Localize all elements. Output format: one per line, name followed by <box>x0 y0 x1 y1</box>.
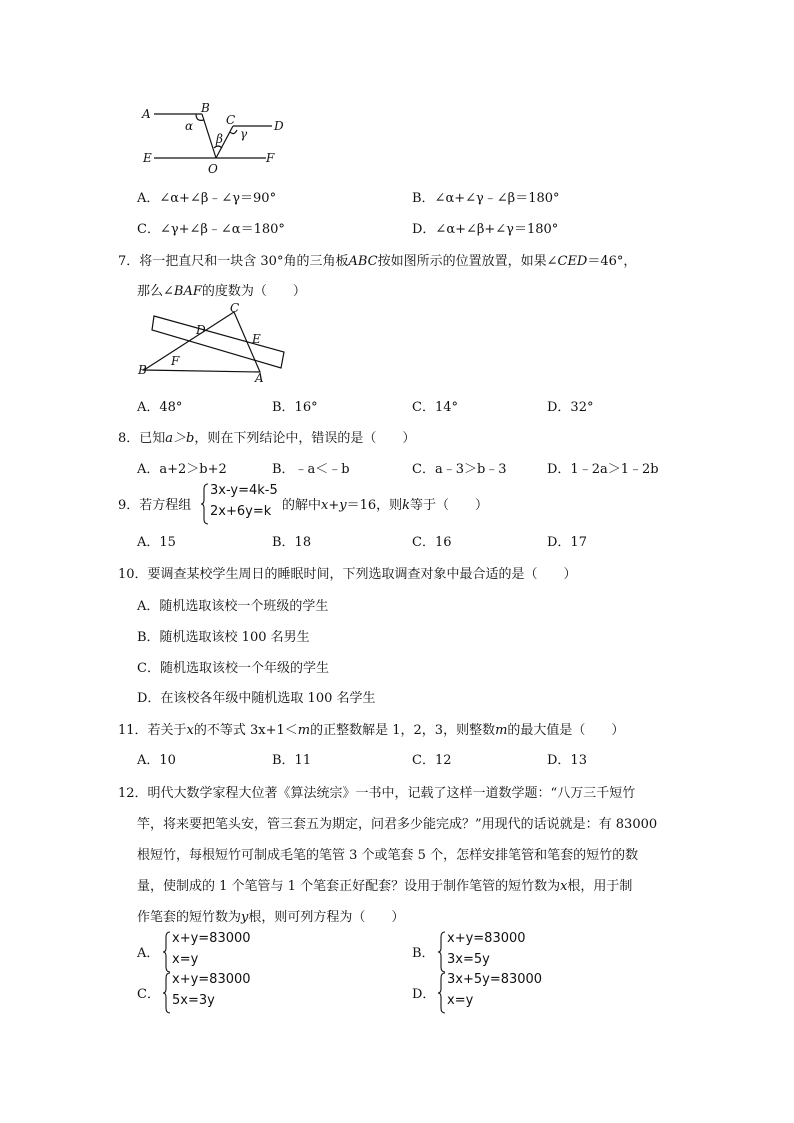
q9-k: k <box>402 498 411 513</box>
q7-label-f: F <box>171 354 180 368</box>
q7-label-d: D <box>196 323 206 337</box>
q9-option-b[interactable]: B．18 <box>272 535 312 550</box>
q12-option-b-system[interactable] <box>437 931 537 973</box>
q8-option-a[interactable]: A．a+2＞b+2 <box>137 462 227 477</box>
q9-stem-pre: 9．若方程组 <box>118 498 192 513</box>
q7-label-e: E <box>252 332 261 346</box>
q12-option-d-eq2: x=y <box>447 993 474 1008</box>
q11-m: m <box>297 723 311 738</box>
q12-option-d-label[interactable]: D． <box>412 987 436 1002</box>
q9-eq1: 3x-y=4k-5 <box>210 483 278 498</box>
q6-label-a: A <box>142 107 151 121</box>
q11-option-c[interactable]: C．12 <box>412 753 452 768</box>
q12-option-d-system[interactable] <box>437 972 547 1014</box>
q12-option-a-label[interactable]: A． <box>137 946 160 961</box>
q6-label-beta: β <box>216 132 223 146</box>
q7-label-a: A <box>255 371 264 384</box>
q9-text: 等于（ ） <box>410 498 489 513</box>
q6-label-e: E <box>143 151 152 165</box>
q8-condition: a＞b <box>165 431 195 446</box>
q11-text: 的最大值是（ ） <box>507 723 625 738</box>
q9-equation-system <box>200 483 290 525</box>
q6-label-gamma: γ <box>240 127 248 141</box>
q10-option-d[interactable]: D．在该校各年级中随机选取 100 名学生 <box>137 691 376 706</box>
q8-option-c[interactable]: C．a﹣3＞b﹣3 <box>412 462 507 477</box>
q6-label-alpha: α <box>185 119 194 133</box>
q12-option-b-label[interactable]: B． <box>412 946 435 961</box>
q10-option-a[interactable]: A．随机选取该校一个班级的学生 <box>137 599 329 614</box>
brace-icon <box>162 931 172 973</box>
brace-icon <box>437 931 447 973</box>
q12-option-a-system[interactable] <box>162 931 262 973</box>
q12-text: 量，使制成的 1 个笔管与 1 个笔套正好配套？设用于制作笔管的短竹数为 <box>137 879 561 894</box>
q7-text: 按如图所示的位置放置，如果∠ <box>377 254 558 269</box>
q9-eq2: 2x+6y=k <box>210 504 272 519</box>
q12-stem-line2: 竿，将来要把笔头安，管三套五为期定，问君多少能完成？”用现代的话说就是：有 83000 <box>137 817 658 832</box>
q11-text: 11．若关于 <box>118 723 187 738</box>
q10-option-b[interactable]: B．随机选取该校 100 名男生 <box>137 630 310 645</box>
q7-label-b: B <box>138 363 147 377</box>
q12-x: x <box>560 879 568 894</box>
q8-stem <box>118 427 415 446</box>
q9-option-a[interactable]: A．15 <box>137 535 176 550</box>
q12-text: 作笔套的短竹数为 <box>137 910 242 925</box>
q9-text: ＝16，则 <box>346 498 403 513</box>
q6-option-a[interactable]: A．∠α+∠β﹣∠γ＝90° <box>137 191 277 206</box>
q7-option-d[interactable]: D．32° <box>547 400 594 415</box>
q8-text: ，则在下列结论中，错误的是（ ） <box>194 431 416 446</box>
q10-stem: 10．要调查某校学生周日的睡眠时间，下列选取调查对象中最合适的是（ ） <box>118 567 577 582</box>
q9-text: 的解中 <box>282 498 322 513</box>
brace-icon <box>162 972 172 1014</box>
q7-option-b[interactable]: B．16° <box>272 400 318 415</box>
q7-figure <box>136 302 286 384</box>
q6-option-c[interactable]: C．∠γ+∠β﹣∠α＝180° <box>137 222 285 237</box>
brace-icon <box>200 483 210 525</box>
q6-figure <box>138 98 298 176</box>
q6-label-f: F <box>266 151 275 165</box>
q12-option-c-eq1: x+y=83000 <box>172 972 251 987</box>
q6-label-o: O <box>208 162 218 176</box>
q7-option-c[interactable]: C．14° <box>412 400 458 415</box>
q12-option-a-eq1: x+y=83000 <box>172 931 251 946</box>
q9-option-d[interactable]: D．17 <box>547 535 587 550</box>
q6-label-c: C <box>226 113 236 127</box>
q11-option-b[interactable]: B．11 <box>272 753 312 768</box>
q11-x: x <box>186 723 194 738</box>
q12-stem-line4 <box>137 875 632 894</box>
q7-text: 的度数为（ ） <box>201 284 306 299</box>
q9-condition: x+y <box>321 498 347 513</box>
q12-stem-line5 <box>137 906 404 925</box>
q11-text: 的正整数解是 1，2，3，则整数 <box>310 723 496 738</box>
q7-ced: CED <box>557 254 588 269</box>
q12-stem-line1: 12．明代大数学家程大位著《算法统宗》一书中，记载了这样一道数学题：“八万三千短竹 <box>118 786 636 801</box>
q8-option-b[interactable]: B．﹣a＜﹣b <box>272 462 350 477</box>
q12-text: 根，则可列方程为（ ） <box>248 910 405 925</box>
q7-label-c: C <box>230 302 240 315</box>
q12-option-b-eq2: 3x=5y <box>447 952 490 967</box>
q6-option-d[interactable]: D．∠α+∠β+∠γ＝180° <box>412 222 559 237</box>
q7-text: 那么∠ <box>137 284 174 299</box>
q12-y: y <box>241 910 249 925</box>
q12-option-c-system[interactable] <box>162 972 262 1014</box>
q6-label-b: B <box>201 101 210 115</box>
q7-text: 7．将一把直尺和一块含 30°角的三角板 <box>118 254 349 269</box>
q9-stem-post <box>282 494 488 513</box>
q8-text: 8．已知 <box>118 431 166 446</box>
q12-option-c-eq2: 5x=3y <box>172 993 215 1008</box>
q7-option-a[interactable]: A．48° <box>137 400 183 415</box>
q10-option-c[interactable]: C．随机选取该校一个年级的学生 <box>137 661 329 676</box>
q11-stem <box>118 719 624 738</box>
q12-option-c-label[interactable]: C． <box>137 987 160 1002</box>
q11-text: 的不等式 3x+1＜ <box>193 723 298 738</box>
q12-stem-line3: 根短竹，每根短竹可制成毛笔的笔管 3 个或笔套 5 个，怎样安排笔管和笔套的短竹的数 <box>137 848 639 863</box>
q7-abc: ABC <box>348 254 378 269</box>
brace-icon <box>437 972 447 1014</box>
q12-text: 根，用于制 <box>567 879 633 894</box>
q12-option-b-eq1: x+y=83000 <box>447 931 526 946</box>
q6-option-b[interactable]: B．∠α+∠γ﹣∠β＝180° <box>412 191 560 206</box>
q11-m: m <box>495 723 508 738</box>
q7-text: ＝46°， <box>587 254 637 269</box>
q7-stem-line2 <box>137 280 306 299</box>
q7-stem-line1 <box>118 250 636 269</box>
q12-option-d-eq1: 3x+5y=83000 <box>447 972 543 987</box>
q6-label-d: D <box>274 119 284 133</box>
q8-option-d[interactable]: D．1﹣2a＞1﹣2b <box>547 462 659 477</box>
q12-option-a-eq2: x=y <box>172 952 199 967</box>
q11-option-a[interactable]: A．10 <box>137 753 176 768</box>
q7-baf: BAF <box>173 284 202 299</box>
q9-option-c[interactable]: C．16 <box>412 535 452 550</box>
q11-option-d[interactable]: D．13 <box>547 753 587 768</box>
